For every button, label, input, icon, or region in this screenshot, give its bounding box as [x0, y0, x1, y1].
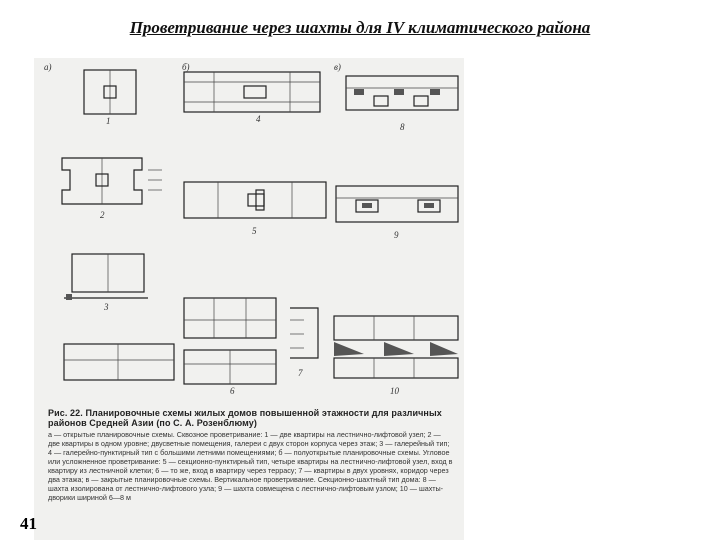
- plan-8: [346, 76, 458, 110]
- caption-title: Рис. 22. Планировочные схемы жилых домов повышенной этажности для различных районов Средней Азии (по С. А. Розенблюму): [48, 408, 442, 428]
- plan-3-extension: [64, 344, 174, 380]
- panel-letter-a: а): [44, 62, 52, 72]
- plan-9: [336, 186, 458, 222]
- panel-letter-b: б): [182, 62, 190, 72]
- plan-number-8: 8: [400, 122, 405, 132]
- plan-3: [64, 254, 148, 300]
- plan-1: [84, 70, 136, 114]
- plan-number-6: 6: [230, 386, 235, 396]
- plan-number-1: 1: [106, 116, 111, 126]
- slide-number: 41: [20, 514, 37, 533]
- plan-number-5: 5: [252, 226, 257, 236]
- caption-body: а — открытые планировочные схемы. Сквозное проветривание: 1 — две квартиры на лестнично-лифтовой узел; 2 — две квартиры в одном уровне; двусветные помещения, галереи с двух сторон корпуса через этаж; 3 — галерейный тип; 4 — галерейно-пунктирный тип с большими летними помещениями; б — полуоткрытые планировочные схемы. Угловое или усложненное проветривание: 5 — секционно-пунктирный тип, четыре квартиры на лестнично-лифтовой узел, вход в квартиру из лестничной клетки; 6 — то же, вход в квартиру через террасу; 7 — квартиры в двух уровнях, коридор через два этажа; в — закрытые планировочные схемы. Вертикальное проветривание. Секционно-шахтный тип дома: 8 — шахта изолирована от лестнично-лифтового узла; 9 — шахта совмещена с лестнично-лифтовым узлом; 10 — шахты-дворики шириной 6—8 м: [48, 430, 453, 502]
- plan-number-3: 3: [104, 302, 109, 312]
- plan-number-4: 4: [256, 114, 261, 124]
- scanned-figure: [34, 58, 464, 540]
- plan-number-10: 10: [390, 386, 399, 396]
- figure-caption: [48, 408, 454, 502]
- plan-6: [184, 298, 276, 384]
- plan-number-2: 2: [100, 210, 105, 220]
- plan-5: [184, 182, 326, 218]
- plan-number-7: 7: [298, 368, 303, 378]
- slide-title: Проветривание через шахты для IV климатического района: [129, 18, 591, 37]
- panel-letter-v: в): [334, 62, 341, 72]
- plan-4: [184, 72, 320, 112]
- plan-2: [62, 158, 162, 204]
- plan-10: [334, 316, 458, 378]
- plan-7: [290, 308, 318, 358]
- plan-number-9: 9: [394, 230, 399, 240]
